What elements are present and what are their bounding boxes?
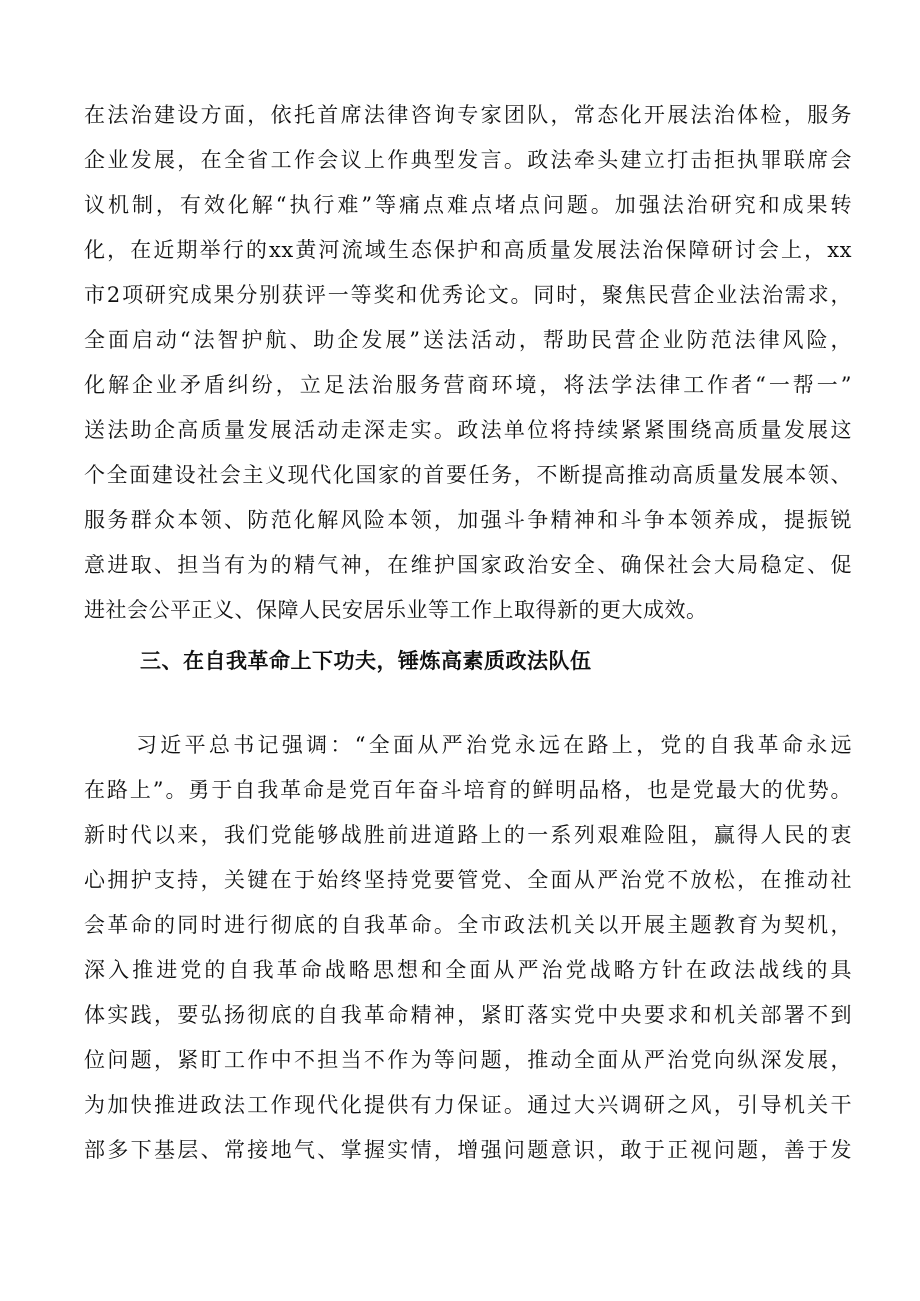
paragraph-line: 化解企业矛盾纠纷，立足法治服务营商环境，将法学法律工作者“一帮一” bbox=[84, 373, 852, 397]
section-heading: 三、在自我革命上下功夫，锤炼高素质政法队伍 bbox=[140, 649, 592, 673]
paragraph-line: 市2项研究成果分别获评一等奖和优秀论文。同时，聚焦民营企业法治需求， bbox=[84, 283, 852, 307]
paragraph-line: 企业发展，在全省工作会议上作典型发言。政法牵头建立打击拒执罪联席会 bbox=[84, 148, 852, 172]
paragraph-line: 体实践，要弘扬彻底的自我革命精神，紧盯落实党中央要求和机关部署不到 bbox=[84, 1003, 852, 1027]
paragraph-line: 送法助企高质量发展活动走深走实。政法单位将持续紧紧围绕高质量发展这 bbox=[84, 418, 852, 442]
paragraph-line: 个全面建设社会主义现代化国家的首要任务，不断提高推动高质量发展本领、 bbox=[84, 463, 852, 487]
paragraph-line: 意进取、担当有为的精气神，在维护国家政治安全、确保社会大局稳定、促 bbox=[84, 553, 852, 577]
paragraph-line: 在法治建设方面，依托首席法律咨询专家团队，常态化开展法治体检，服务 bbox=[84, 103, 852, 127]
paragraph-line: 深入推进党的自我革命战略思想和全面从严治党战略方针在政法战线的具 bbox=[84, 958, 852, 982]
paragraph-line: 在路上”。勇于自我革命是党百年奋斗培育的鲜明品格，也是党最大的优势。 bbox=[84, 778, 852, 802]
paragraph-line: 服务群众本领、防范化解风险本领，加强斗争精神和斗争本领养成，提振锐 bbox=[84, 508, 852, 532]
paragraph-line: 会革命的同时进行彻底的自我革命。全市政法机关以开展主题教育为契机， bbox=[84, 913, 852, 937]
paragraph-line: 化，在近期举行的xx黄河流域生态保护和高质量发展法治保障研讨会上，xx bbox=[84, 238, 852, 262]
paragraph-line: 位问题，紧盯工作中不担当不作为等问题，推动全面从严治党向纵深发展， bbox=[84, 1048, 852, 1072]
paragraph-line: 新时代以来，我们党能够战胜前进道路上的一系列艰难险阻，赢得人民的衷 bbox=[84, 823, 852, 847]
paragraph-line: 心拥护支持，关键在于始终坚持党要管党、全面从严治党不放松，在推动社 bbox=[84, 868, 852, 892]
paragraph-line: 为加快推进政法工作现代化提供有力保证。通过大兴调研之风，引导机关干 bbox=[84, 1093, 852, 1117]
paragraph-line: 部多下基层、常接地气、掌握实情，增强问题意识，敢于正视问题，善于发 bbox=[84, 1138, 852, 1162]
paragraph-line: 进社会公平正义、保障人民安居乐业等工作上取得新的更大成效。 bbox=[84, 598, 708, 622]
paragraph-line: 习近平总书记强调：“全面从严治党永远在路上，党的自我革命永远 bbox=[136, 733, 852, 757]
paragraph-line: 议机制，有效化解“执行难”等痛点难点堵点问题。加强法治研究和成果转 bbox=[84, 193, 852, 217]
paragraph-line: 全面启动“法智护航、助企发展”送法活动，帮助民营企业防范法律风险， bbox=[84, 328, 852, 352]
